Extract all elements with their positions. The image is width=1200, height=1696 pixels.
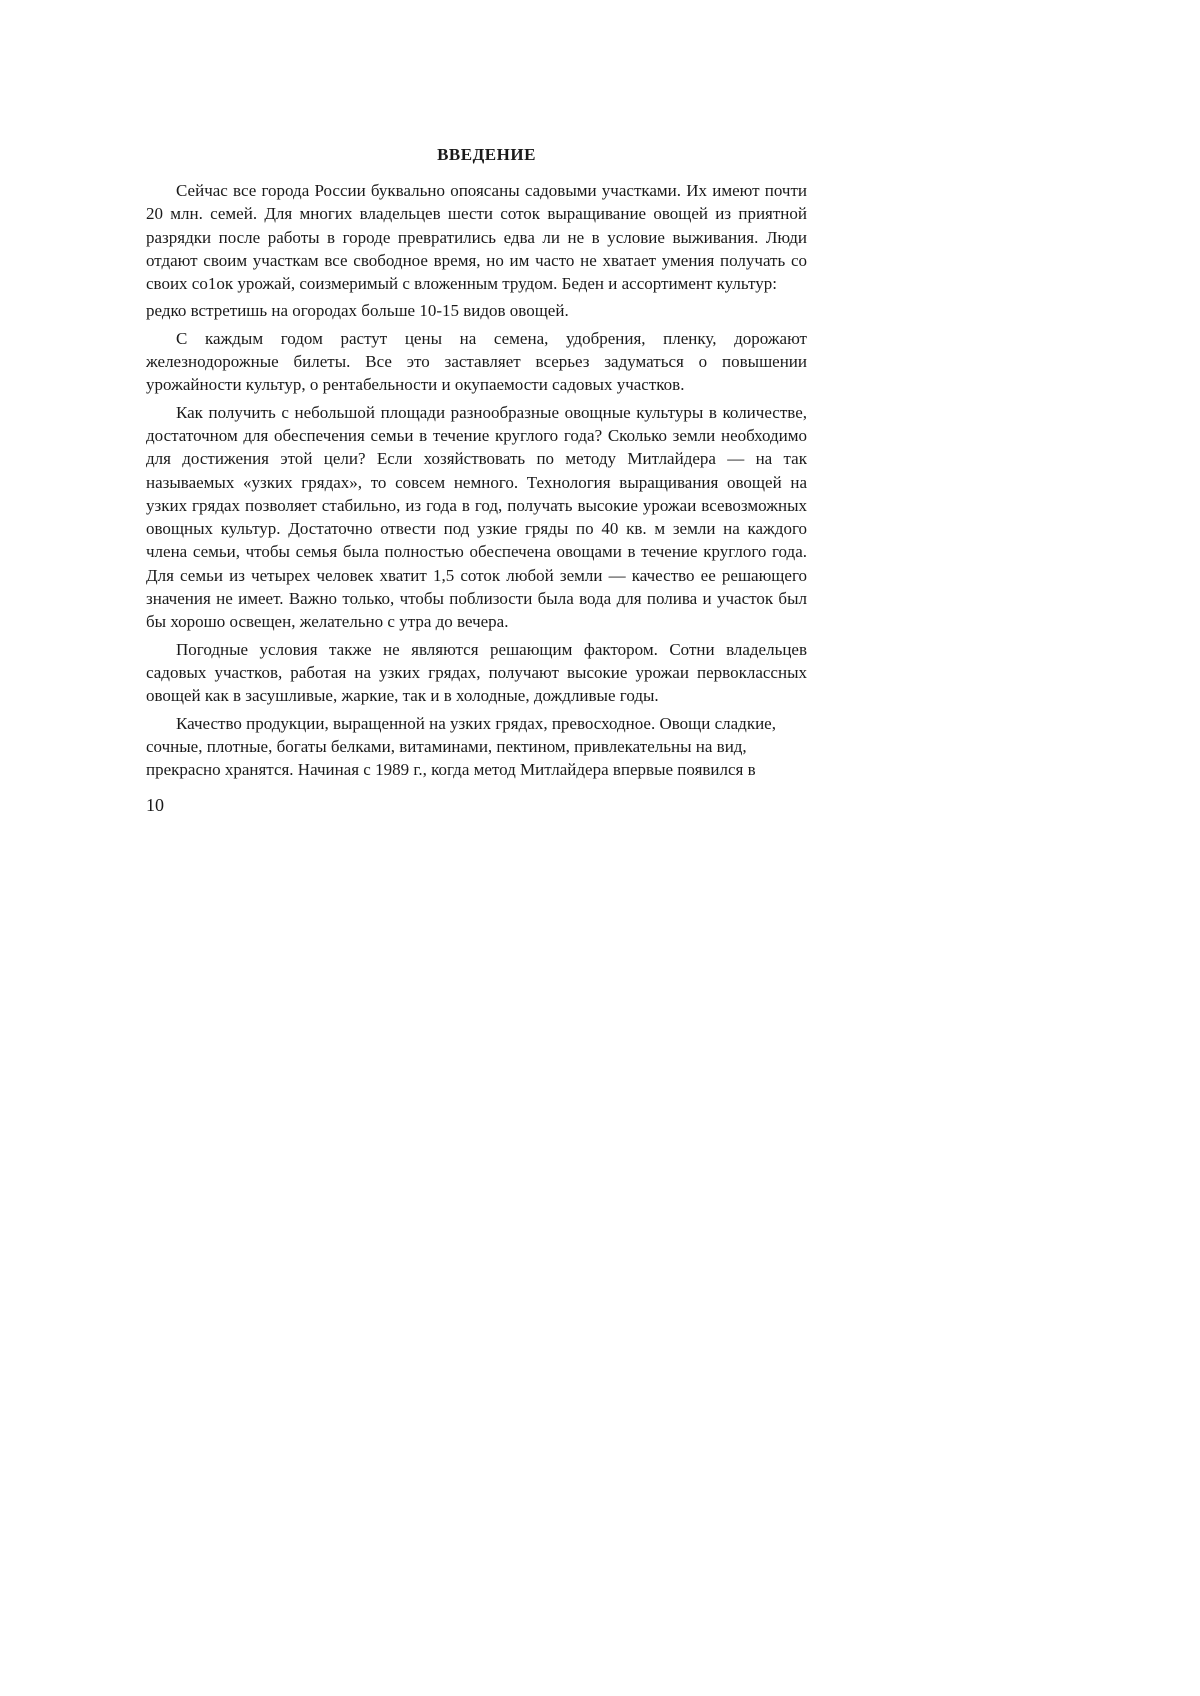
document-page <box>146 145 807 816</box>
page-number: 10 <box>146 795 164 816</box>
paragraph-3: С каждым годом растут цены на семена, удобрения, пленку, дорожают железнодорожные билеты. Все это заставляет всерьез задуматься о повышении урожайности культур, о рентабельности и окупаемости садовых участков. <box>146 328 807 395</box>
paragraph-1: Сейчас все города России буквально опоясаны садовыми участками. Их имеют почти 20 млн. семей. Для многих владельцев шести соток выращивание овощей из приятной разрядки после работы в городе превратились едва ли не в условие выживания. Люди отдают своим участкам все свободное время, но им часто не хватает умения получать со своих со1ок урожай, соизмеримый с вложенным трудом. Беден и ассортимент культур: <box>146 181 807 294</box>
chapter-heading: ВВЕДЕНИЕ <box>437 145 536 164</box>
paragraph-2: редко встретишь на огородах больше 10-15 видов овощей. <box>146 301 569 321</box>
paragraph-4: Как получить с небольшой площади разнообразные овощные культуры в количестве, достаточном для обеспечения семьи в течение круглого года? Сколько земли необходимо для достижения этой цели? Если хозяйствовать по методу Митлайдера — на так называемых «узких грядах», то совсем немного. Технология выращивания овощей на узких грядах позволяет стабильно, из года в год, получать высокие урожаи всевозможных овощных культур. Достаточно отвести под узкие гряды по 40 кв. м земли на каждого члена семьи, чтобы семья была полностью обеспечена овощами в течение круглого года. Для семьи из четырех человек хватит 1,5 соток любой земли — качество ее решающего значения не имеет. Важно только, чтобы поблизости была вода для полива и участок был бы хорошо освещен, желательно с утра до вечера. <box>146 402 807 632</box>
paragraph-6: Качество продукции, выращенной на узких грядах, превосходное. Овощи сладкие, сочные, плотные, богаты белками, витаминами, пектином, привлекательны на вид, прекрасно хранятся. Начиная с 1989 г., когда метод Митлайдера впервые появился в <box>146 713 776 780</box>
paragraph-5: Погодные условия также не являются решающим фактором. Сотни владельцев садовых участков, работая на узких грядах, получают высокие урожаи первоклассных овощей как в засушливые, жаркие, так и в холодные, дождливые годы. <box>146 639 807 706</box>
